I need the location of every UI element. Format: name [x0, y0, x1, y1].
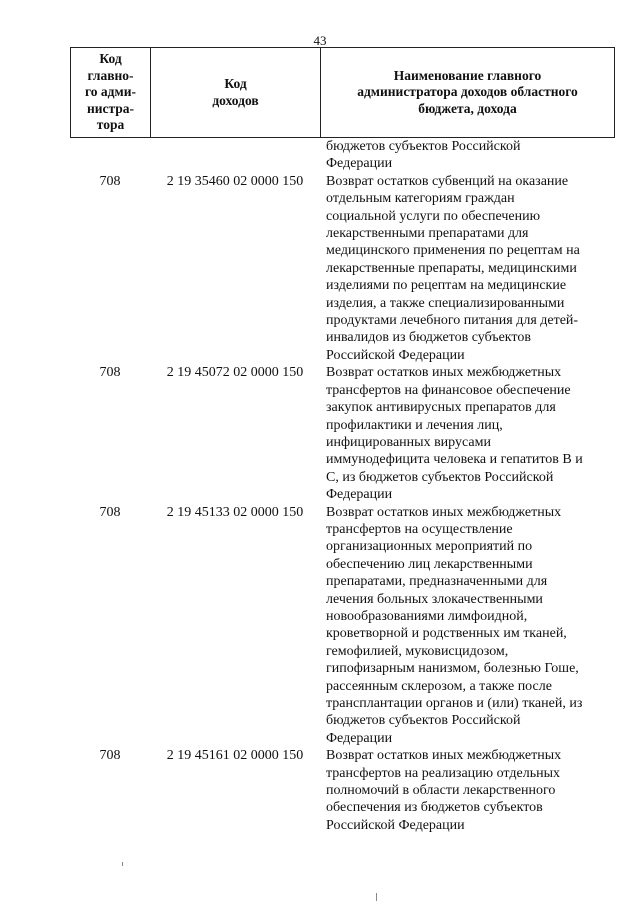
- header-name: [321, 48, 614, 137]
- header-income-code: [151, 48, 321, 137]
- table-row: [70, 747, 615, 834]
- table-body: [70, 138, 615, 834]
- table-header: [70, 47, 615, 138]
- income-name-cell: Возврат остатков иных межбюджетных трансфертов на реализацию отдельных полномочий в области лекарственного обеспечения из бюджетов субъектов Российской Федерации: [326, 748, 562, 833]
- income-code-cell: 2 19 45161 02 0000 150: [166, 748, 304, 764]
- table-row: [70, 173, 615, 364]
- income-code-cell: 2 19 45133 02 0000 150: [166, 504, 304, 520]
- income-name-cell: Возврат остатков субвенций на оказание отдельным категориям граждан социальной услуги по обеспечению лекарственными препаратами для медицинского применения по рецептам на лекарственные препараты, медицинскими изделиями по рецептам на медицинские изделия, а также специализированными продуктами лечебного питания для детей- инвалидов из бюджетов субъектов Российской Федерации: [326, 173, 580, 363]
- admin-code-cell: 708: [99, 173, 121, 189]
- admin-code-cell: 708: [99, 748, 121, 764]
- page-number: 43: [313, 33, 327, 48]
- continuation-text: бюджетов субъектов Российской Федерации: [326, 139, 521, 172]
- table-row: [70, 364, 615, 503]
- continuation-row: [70, 138, 615, 173]
- header-income-code-label: Код доходов: [212, 75, 259, 108]
- scan-speck: [376, 893, 377, 901]
- header-admin-code-label: Код главно- го адми- нистра- тора: [85, 51, 136, 133]
- table-row: [70, 504, 615, 748]
- admin-code-cell: 708: [99, 504, 121, 520]
- scan-speck: [122, 862, 123, 866]
- income-name-cell: Возврат остатков иных межбюджетных трансфертов на осуществление организационных мероприятий по обеспечению лиц лекарственными препаратами, предназначенными для лечения больных злокачественными новообразованиями лимфоидной, кроветворной и родственных им тканей, гемофилией, муковисцидозом, гипофизарным нанизмом, болезнью Гоше, рассеянным склерозом, а также после трансплантации органов и (или) тканей, из бюджетов субъектов Российской Федерации: [326, 504, 583, 746]
- header-name-label: Наименование главного администратора доходов областного бюджета, дохода: [357, 67, 578, 116]
- header-admin-code: [71, 48, 151, 137]
- income-code-cell: 2 19 45072 02 0000 150: [166, 365, 304, 381]
- income-code-cell: 2 19 35460 02 0000 150: [166, 173, 304, 189]
- admin-code-cell: 708: [99, 365, 121, 381]
- income-name-cell: Возврат остатков иных межбюджетных трансфертов на финансовое обеспечение закупок антивирусных препаратов для профилактики и лечения лиц, инфицированных вирусами иммунодефицита человека и гепатитов В и С, из бюджетов субъектов Российской Федерации: [326, 365, 583, 503]
